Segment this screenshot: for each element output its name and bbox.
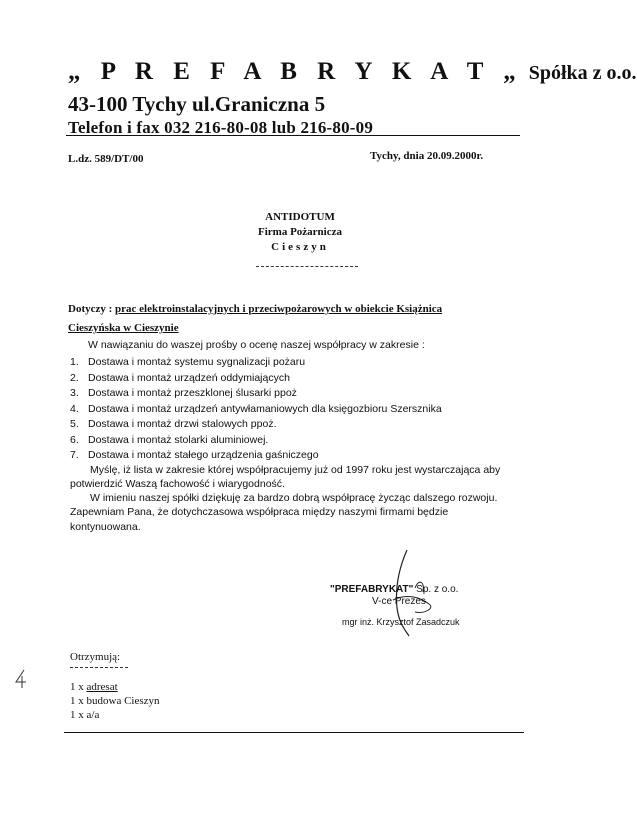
list-item (70, 402, 442, 418)
company-address: 43-100 Tychy ul.Graniczna 5 (68, 92, 326, 116)
list-item (70, 417, 442, 433)
recipient-entry (70, 695, 160, 707)
list-item-text: Dostawa i montaż stolarki aluminiowej. (88, 433, 269, 446)
stamp-signer-name: mgr inż. Krzysztof Zasadczuk (342, 617, 460, 627)
recipients-separator (70, 667, 128, 668)
list-item-number: 7. (70, 449, 79, 461)
paragraph-2-line-3: kontynuowana. (70, 521, 141, 533)
list-item-number: 5. (70, 418, 79, 430)
list-item-number: 4. (70, 402, 79, 415)
list-item-number: 1. (70, 356, 79, 368)
subject-text: prac elektroinstalacyjnych i przeciwpożarowych w obiekcie Książnica (115, 303, 443, 315)
body-intro: W nawiązaniu do waszej prośby o ocenę naszej współpracy w zakresie : (88, 339, 425, 351)
stamp-role: V-ce Prezes (372, 596, 426, 607)
paragraph-2-line-1: W imieniu naszej spółki dziękuję za bardzo dobrą współpracę życząc dalszego rozwoju. (90, 492, 498, 504)
recipients-label: Otrzymują: (70, 651, 121, 663)
stamp-company-suffix: Sp. z o.o. (416, 584, 459, 595)
stamp-company-name: "PREFABRYKAT" (330, 584, 414, 595)
list-item-text: Dostawa i montaż stałego urządzenia gaśniczego (88, 449, 319, 461)
list-item (70, 371, 442, 387)
margin-pen-mark (10, 668, 32, 690)
letter-date: Tychy, dnia 20.09.2000r. (370, 150, 484, 162)
list-item-text: Dostawa i montaż urządzeń oddymiających (88, 371, 290, 384)
paragraph-2-line-2: Zapewniam Pana, że dotychczasowa współpraca między naszymi firmami będzie (70, 506, 449, 518)
list-item-number: 3. (70, 387, 79, 399)
list-item (70, 386, 442, 402)
company-suffix: Spółka z o.o. (528, 62, 637, 84)
footer-divider (64, 732, 524, 733)
letterhead-divider (66, 135, 520, 136)
list-item-number: 2. (70, 371, 79, 384)
recipient-name: ANTIDOTUM (265, 211, 335, 223)
list-item-text: Dostawa i montaż przeszklonej ślusarki ppoż (88, 387, 297, 399)
recipient-entry-text: adresat (86, 681, 118, 693)
list-item (70, 448, 442, 464)
subject-label: Dotyczy : (68, 303, 113, 315)
letterhead-company (68, 58, 637, 86)
list-item (70, 355, 442, 371)
paragraph-1-line-2: potwierdzić Waszą fachowość i wiarygodność. (70, 478, 285, 490)
company-phone: Telefon i fax 032 216-80-08 lub 216-80-09 (68, 118, 374, 137)
reference-number: L.dz. 589/DT/00 (68, 153, 144, 165)
list-item-text: Dostawa i montaż systemu sygnalizacji pożaru (88, 356, 306, 368)
recipient-entry-text: a/a (86, 709, 100, 721)
recipient-entry-prefix: 1 x (70, 709, 84, 721)
recipient-separator (256, 266, 358, 267)
recipient-line2: Firma Pożarnicza (258, 226, 342, 238)
company-name: „ P R E F A B R Y K A T „ (68, 58, 523, 85)
recipient-city: Cieszyn (271, 241, 329, 253)
recipient-entry-text: budowa Cieszyn (86, 695, 160, 707)
subject-text-continued: Cieszyńska w Cieszynie (68, 322, 179, 334)
list-item (70, 433, 442, 449)
recipient-entry-prefix: 1 x (70, 681, 84, 693)
list-item-text: Dostawa i montaż drzwi stalowych ppoż. (88, 418, 277, 430)
subject-line (68, 303, 442, 315)
recipient-entry (70, 681, 118, 693)
list-item-text: Dostawa i montaż urządzeń antywłamaniowych dla księgozbioru Szersznika (88, 402, 442, 415)
paragraph-1-line-1: Myślę, iż lista w zakresie której współpracujemy już od 1997 roku jest wystarczająca aby (90, 464, 501, 476)
list-item-number: 6. (70, 433, 79, 446)
recipient-entry-prefix: 1 x (70, 695, 84, 707)
stamp-company (330, 584, 458, 595)
recipient-entry (70, 709, 99, 721)
scope-list (70, 355, 442, 464)
